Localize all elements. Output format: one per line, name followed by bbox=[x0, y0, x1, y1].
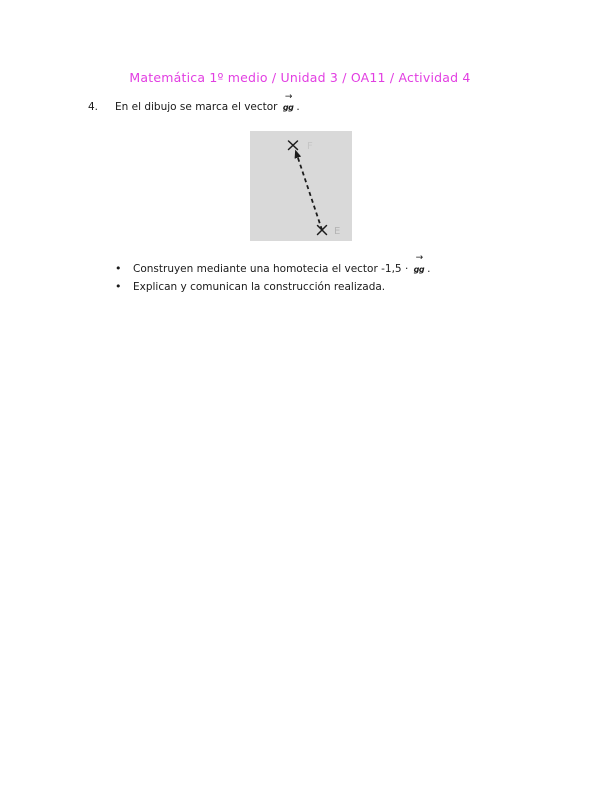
question-text: En el dibujo se marca el vector bbox=[115, 101, 278, 113]
bullet-marker: • bbox=[115, 279, 122, 293]
vector-figure-canvas bbox=[250, 131, 352, 241]
bullet-construct-homothety bbox=[115, 252, 570, 279]
question-number: 4. bbox=[88, 101, 99, 113]
point-label-top: F bbox=[307, 141, 313, 152]
vector-symbol bbox=[282, 91, 294, 115]
vector-symbol bbox=[413, 252, 425, 279]
question-suffix: . bbox=[296, 101, 300, 113]
bullet-2-text: Explican y comunican la construcción realizada. bbox=[133, 280, 386, 293]
vector-arrow-glyph: → bbox=[284, 91, 292, 102]
vector-name: gg bbox=[413, 265, 425, 274]
question-item bbox=[88, 91, 560, 115]
vector-arrow-glyph: → bbox=[415, 252, 423, 263]
bullet-list bbox=[115, 252, 570, 295]
bullet-1-suffix: . bbox=[427, 263, 431, 275]
bullet-marker: • bbox=[115, 262, 122, 275]
page-title: Matemática 1º medio / Unidad 3 / OA11 / Actividad 4 bbox=[129, 70, 471, 85]
vector-figure bbox=[250, 131, 352, 241]
bullet-1-text: Construyen mediante una homotecia el vector -1,5 · bbox=[133, 263, 409, 275]
vector-name: gg bbox=[282, 103, 294, 112]
point-marker-top bbox=[289, 141, 298, 150]
point-label-bottom: E bbox=[334, 226, 341, 237]
point-marker-bottom bbox=[318, 226, 327, 235]
bullet-explain-construction bbox=[115, 279, 570, 296]
vector-dashed-line bbox=[296, 152, 322, 230]
